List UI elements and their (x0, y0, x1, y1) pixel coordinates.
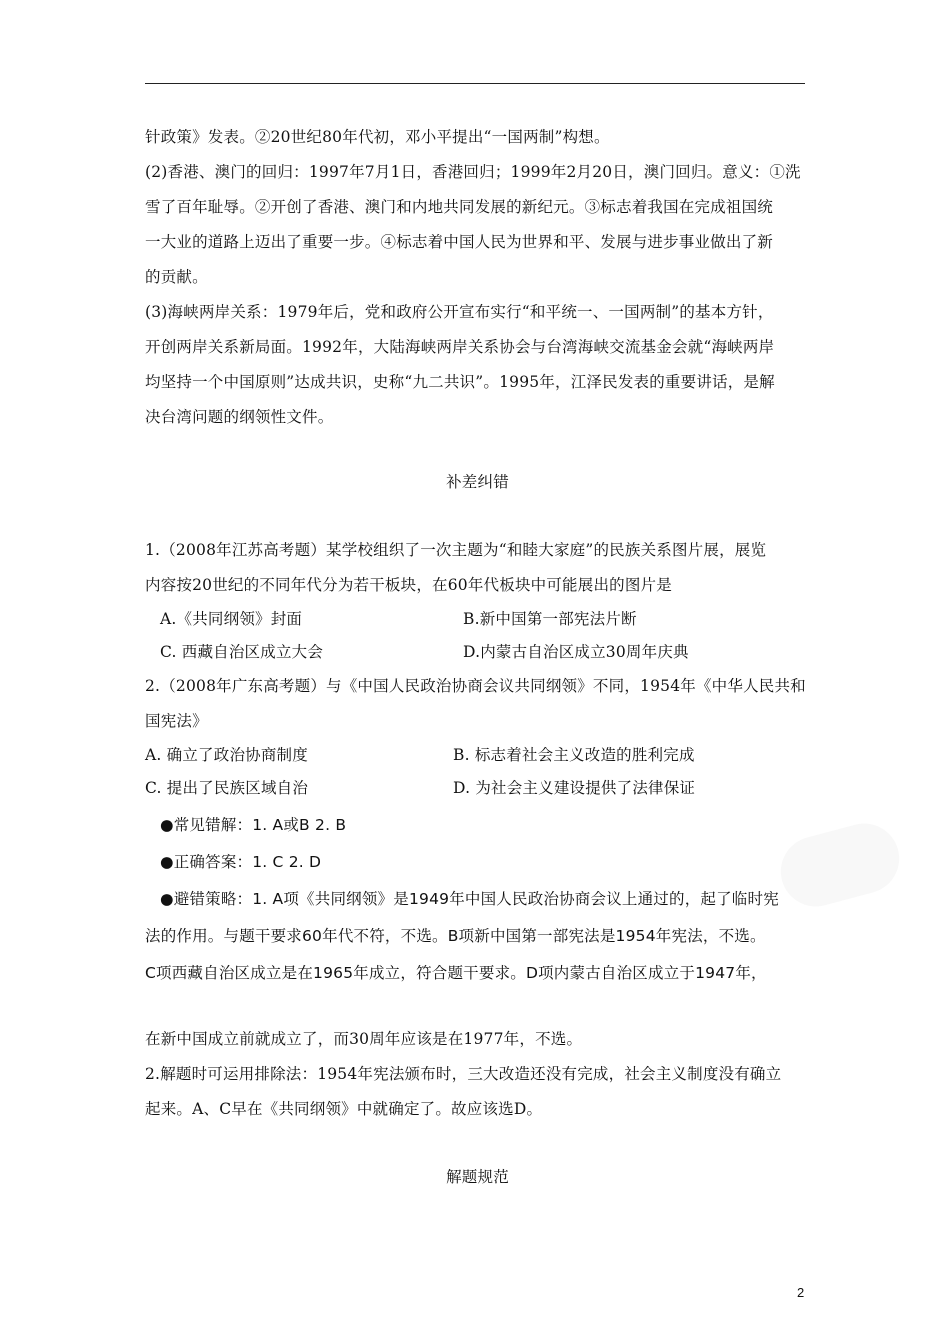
question-1-option-b: B.新中国第一部宪法片断 (463, 610, 637, 628)
strategy-line-4: 在新中国成立前就成立了，而30周年应该是在1977年，不选。 (145, 1030, 583, 1048)
question-2-option-b: B. 标志着社会主义改造的胜利完成 (453, 746, 695, 764)
paragraph-2-line-1: (2)香港、澳门的回归：1997年7月1日，香港回归；1999年2月20日，澳门回归。意义：①洗 (145, 163, 801, 181)
strategy-line-3: C项西藏自治区成立是在1965年成立，符合题干要求。D项内蒙古自治区成立于1947年， (145, 964, 767, 982)
document-body (145, 120, 810, 1195)
question-2-line-2: 国宪法》 (145, 712, 208, 730)
question-2-option-a: A. 确立了政治协商制度 (145, 746, 308, 764)
strategy-line-5: 2.解题时可运用排除法：1954年宪法颁布时，三大改造还没有完成，社会主义制度没有确立 (145, 1065, 782, 1083)
common-errors: ●常见错解：1. A或B 2. B (160, 816, 347, 834)
answer-block (145, 807, 810, 992)
question-2-options-row-1 (145, 739, 810, 772)
strategy-line-6: 起来。A、C早在《共同纲领》中就确定了。故应该选D。 (145, 1100, 543, 1118)
paragraph-3-line-2: 开创两岸关系新局面。1992年，大陆海峡两岸关系协会与台湾海峡交流基金会就“海峡两岸 (145, 338, 775, 356)
question-2-option-d: D. 为社会主义建设提供了法律保证 (453, 779, 696, 797)
strategy-line-1: ●避错策略：1. A项《共同纲领》是1949年中国人民政治协商会议上通过的，起了临时宪 (160, 890, 779, 908)
question-2-options-row-2 (145, 772, 810, 805)
question-2-option-c: C. 提出了民族区域自治 (145, 779, 309, 797)
section-title-2: 解题规范 (446, 1168, 509, 1186)
question-1-option-d: D.内蒙古自治区成立30周年庆典 (463, 643, 689, 661)
paragraph-2-line-4: 的贡献。 (145, 268, 208, 286)
paragraph-intro: 针政策》发表。②20世纪80年代初，邓小平提出“一国两制”构想。 (145, 128, 610, 146)
strategy-line-2: 法的作用。与题干要求60年代不符，不选。B项新中国第一部宪法是1954年宪法，不选。 (145, 927, 766, 945)
header-rule (145, 83, 805, 84)
question-1-options-row-2 (145, 636, 810, 669)
paragraph-3-line-1: (3)海峡两岸关系：1979年后，党和政府公开宣布实行“和平统一、一国两制”的基本方针， (145, 303, 774, 321)
paragraph-2-line-2: 雪了百年耻辱。②开创了香港、澳门和内地共同发展的新纪元。③标志着我国在完成祖国统 (145, 198, 774, 216)
paragraph-2-line-3: 一大业的道路上迈出了重要一步。④标志着中国人民为世界和平、发展与进步事业做出了新 (145, 233, 774, 251)
question-2-line-1: 2.（2008年广东高考题）与《中国人民政治协商会议共同纲领》不同，1954年《中华人民共和 (145, 677, 806, 695)
correct-answers: ●正确答案：1. C 2. D (160, 853, 322, 871)
question-1-options-row-1 (145, 603, 810, 636)
question-1-option-a: A.《共同纲领》封面 (160, 610, 303, 628)
question-1-line-2: 内容按20世纪的不同年代分为若干板块，在60年代板块中可能展出的图片是 (145, 576, 672, 594)
page-number: 2 (797, 1285, 805, 1300)
paragraph-3-line-4: 决台湾问题的纲领性文件。 (145, 408, 334, 426)
section-title-1: 补差纠错 (446, 473, 509, 491)
question-1-line-1: 1.（2008年江苏高考题）某学校组织了一次主题为“和睦大家庭”的民族关系图片展，展览 (145, 541, 767, 559)
question-1-option-c: C. 西藏自治区成立大会 (160, 643, 324, 661)
paragraph-3-line-3: 均坚持一个中国原则”达成共识，史称“九二共识”。1995年，江泽民发表的重要讲话，是解 (145, 373, 775, 391)
